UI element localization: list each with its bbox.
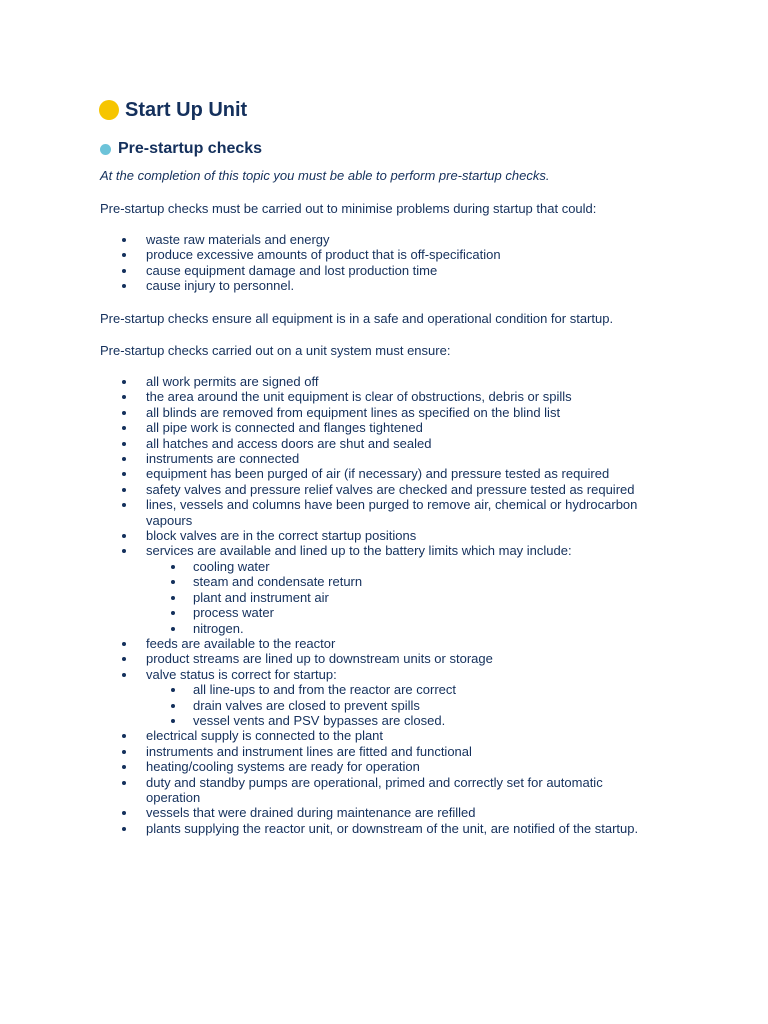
valve-status-sublist [146,682,660,728]
bullet-icon [122,395,126,399]
bullet-icon [171,719,175,723]
intro-paragraph: Pre-startup checks must be carried out to minimise problems during startup that could: [100,201,597,216]
list-item: waste raw materials and energy [100,232,660,247]
services-sublist [146,559,660,636]
blue-dot-icon [100,144,111,155]
subsection-title: Pre-startup checks [118,140,263,157]
bullet-icon [122,488,126,492]
bullet-icon [122,380,126,384]
list-item: services are available and lined up to the battery limits which may include: cooling water steam and condensate return plant and instrument air process water nitrogen. [100,543,660,635]
list-item: all blinds are removed from equipment lines as specified on the blind list [100,405,660,420]
bullet-icon [122,269,126,273]
bullet-icon [122,811,126,815]
bullet-icon [122,503,126,507]
sub-list-item: all line-ups to and from the reactor are correct [146,682,660,697]
list-item: all hatches and access doors are shut and sealed [100,436,660,451]
list-item: electrical supply is connected to the plant [100,728,660,743]
list-item: instruments and instrument lines are fitted and functional [100,744,660,759]
list-item: duty and standby pumps are operational, primed and correctly set for automatic operation [100,775,660,806]
list-item: vessels that were drained during maintenance are refilled [100,805,660,820]
bullet-icon [122,426,126,430]
bullet-icon [122,734,126,738]
bullet-icon [122,673,126,677]
bullet-icon [171,627,175,631]
checks-list [100,374,660,836]
list-item: valve status is correct for startup: all line-ups to and from the reactor are correct drain valves are closed to prevent spills vessel vents and PSV bypasses are closed. [100,667,660,729]
list-item: the area around the unit equipment is clear of obstructions, debris or spills [100,389,660,404]
bullet-icon [122,442,126,446]
list-item: plants supplying the reactor unit, or downstream of the unit, are notified of the startup. [100,821,660,836]
sub-list-item: cooling water [146,559,660,574]
sub-list-item: drain valves are closed to prevent spills [146,698,660,713]
bullet-icon [122,750,126,754]
bullet-icon [122,781,126,785]
bullet-icon [122,284,126,288]
list-item: cause equipment damage and lost production time [100,263,660,278]
unit-paragraph: Pre-startup checks carried out on a unit system must ensure: [100,343,451,358]
list-item: lines, vessels and columns have been purged to remove air, chemical or hydrocarbon vapours [100,497,660,528]
list-item: equipment has been purged of air (if necessary) and pressure tested as required [100,466,660,481]
bullet-icon [122,238,126,242]
subsection-heading [100,139,262,159]
bullet-icon [171,565,175,569]
bullet-icon [122,765,126,769]
sub-list-item: steam and condensate return [146,574,660,589]
bullet-icon [122,457,126,461]
list-item: instruments are connected [100,451,660,466]
sub-list-item: vessel vents and PSV bypasses are closed. [146,713,660,728]
list-item: all pipe work is connected and flanges tightened [100,420,660,435]
bullet-icon [171,596,175,600]
bullet-icon [122,642,126,646]
bullet-icon [122,657,126,661]
sub-list-item: nitrogen. [146,621,660,636]
sub-list-item: process water [146,605,660,620]
list-item: heating/cooling systems are ready for operation [100,759,660,774]
bullet-icon [122,411,126,415]
bullet-icon [171,580,175,584]
bullet-icon [171,704,175,708]
bullet-icon [122,549,126,553]
list-item: produce excessive amounts of product that is off-specification [100,247,660,262]
bullet-icon [171,611,175,615]
list-item: cause injury to personnel. [100,278,660,293]
ensure-paragraph: Pre-startup checks ensure all equipment is in a safe and operational condition for startup. [100,311,614,326]
bullet-icon [171,688,175,692]
list-item: block valves are in the correct startup positions [100,528,660,543]
bullet-icon [122,253,126,257]
list-item: feeds are available to the reactor [100,636,660,651]
list-item: product streams are lined up to downstream units or storage [100,651,660,666]
bullet-icon [122,472,126,476]
problems-list [100,232,660,294]
objective-text: At the completion of this topic you must be able to perform pre-startup checks. [100,168,550,183]
list-item: safety valves and pressure relief valves are checked and pressure tested as required [100,482,660,497]
sub-list-item: plant and instrument air [146,590,660,605]
section-heading [99,98,247,122]
bullet-icon [122,534,126,538]
bullet-icon [122,827,126,831]
list-item: all work permits are signed off [100,374,660,389]
yellow-dot-icon [99,100,119,120]
page-title: Start Up Unit [125,99,248,121]
